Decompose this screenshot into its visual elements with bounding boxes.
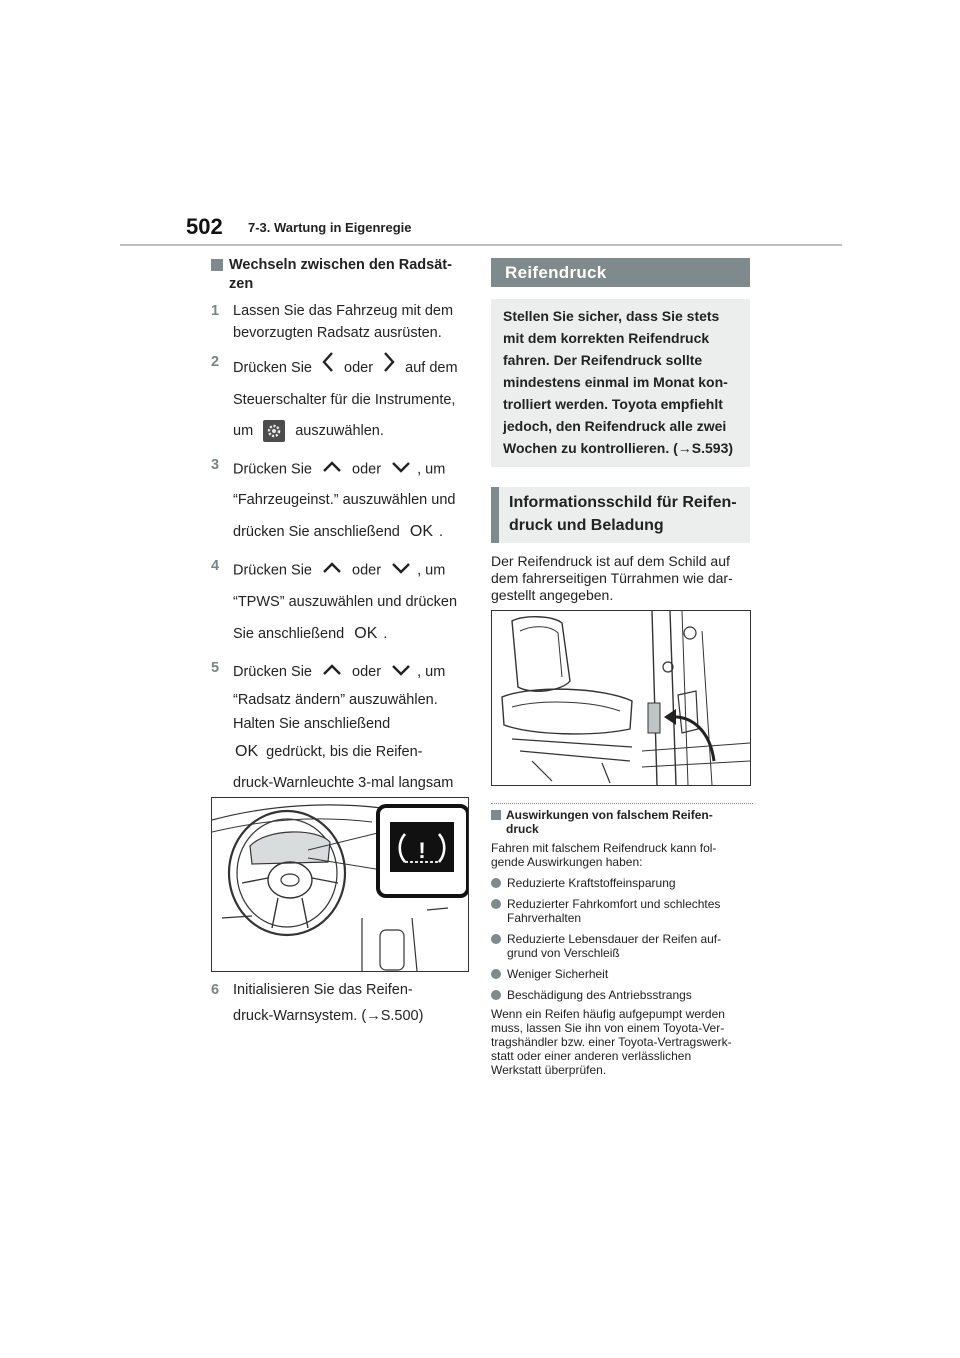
bullet-dot-icon (491, 934, 501, 944)
paragraph-line: gestellt angegeben. (491, 587, 614, 603)
paragraph-line: statt oder einer anderen verlässlichen (491, 1049, 692, 1063)
step-text (233, 555, 473, 649)
step-text-part: drücken Sie anschließend (233, 524, 400, 541)
page-number: 502 (186, 214, 223, 239)
ok-button-icon: OK (354, 624, 378, 642)
note-line: mindestens einmal im Monat kon- (503, 374, 728, 390)
note-line: mit dem korrekten Reifendruck (503, 330, 710, 346)
step-text-part: . (439, 524, 444, 541)
heading-line: Auswirkungen von falschem Reifen- (506, 808, 713, 822)
list-item-text: grund von Verschleiß (507, 946, 620, 960)
step-4 (211, 555, 473, 649)
paragraph-line: Wenn ein Reifen häufig aufgepumpt werden (491, 1007, 725, 1021)
step-3 (211, 454, 473, 548)
list-item-text: Reduzierter Fahrkomfort und schlechtes (507, 897, 721, 911)
arrow-right-icon: → (677, 440, 692, 456)
note-text: Wochen zu kontrollieren. ( (503, 440, 678, 456)
bullet-dot-icon (491, 878, 501, 888)
step-2 (211, 351, 473, 447)
step-text-part: “Fahrzeugeinst.” auszuwählen und (233, 492, 456, 509)
header-divider (120, 244, 842, 246)
step-number: 4 (211, 558, 220, 575)
step-text (233, 977, 473, 1029)
step-number: 6 (211, 982, 220, 998)
chevron-down-icon (391, 454, 411, 485)
tire-label-sticker (648, 703, 660, 733)
description-paragraph (491, 553, 750, 604)
chevron-up-icon (322, 657, 342, 688)
chevron-left-icon (322, 351, 334, 385)
page-reference-link[interactable]: S.593) (691, 440, 734, 456)
list-item-text: Reduzierte Kraftstoffeinsparung (507, 876, 676, 890)
steering-wheel-illustration (211, 797, 469, 972)
step-text (233, 351, 473, 447)
list-item-text: Fahrverhalten (507, 911, 582, 925)
paragraph-line: gende Auswirkungen haben: (491, 855, 643, 869)
chevron-up-icon (322, 454, 342, 485)
step-number: 1 (211, 303, 220, 319)
list-item (491, 876, 753, 890)
list-item (491, 897, 753, 925)
section-title: 7-3. Wartung in Eigenregie (248, 220, 412, 235)
step-text-part: Halten Sie anschließend (233, 715, 391, 732)
step-number: 2 (211, 354, 220, 370)
step-text-part: Drücken Sie (233, 359, 312, 376)
bullet-dot-icon (491, 969, 501, 979)
step-text-part: . (383, 625, 388, 642)
note-line (503, 437, 738, 459)
paragraph-line: dem fahrerseitigen Türrahmen wie dar- (491, 570, 733, 586)
step-text: Lassen Sie das Fahrzeug mit dem bevorzugten Radsatz ausrüsten. (233, 303, 454, 341)
note-line: trolliert werden. Toyota empfiehlt (503, 396, 723, 412)
effects-heading (491, 808, 753, 836)
subsection-heading (211, 256, 473, 294)
step-text-part: , um (417, 461, 446, 478)
step-1 (211, 300, 473, 344)
chevron-down-icon (391, 657, 411, 688)
step-text (233, 454, 473, 548)
step-6 (211, 977, 473, 1036)
note-line: Stellen Sie sicher, dass Sie stets (503, 308, 720, 324)
note-box (491, 299, 750, 467)
section-heading-label-plate (491, 487, 750, 543)
chevron-up-icon (322, 555, 342, 586)
paragraph-line: tragshändler bzw. einer Toyota-Vertragswerk- (491, 1035, 732, 1049)
section-divider (491, 803, 753, 804)
note-line: jedoch, den Reifendruck alle zwei (503, 418, 727, 434)
heading-line: druck (506, 822, 539, 836)
step-text-part: “Radsatz ändern” auszuwählen. (233, 691, 438, 708)
list-item-text: Beschädigung des Antriebsstrangs (507, 988, 692, 1002)
step-number: 3 (211, 457, 220, 473)
step-text-part: Drücken Sie (233, 461, 312, 478)
step-text-part: um (233, 423, 254, 439)
ok-button-icon: OK (409, 523, 434, 541)
square-bullet-icon (211, 259, 223, 271)
heading-line: druck und Beladung (509, 517, 664, 534)
step-text-part: “TPWS” auszuwählen und drücken (233, 593, 458, 610)
bullet-dot-icon (491, 899, 501, 909)
list-item-text: Reduzierte Lebensdauer der Reifen auf- (507, 932, 722, 946)
right-column (491, 258, 750, 604)
gear-icon (263, 420, 285, 442)
heading-line: Informationsschild für Reifen- (509, 494, 737, 511)
step-text-part: , um (417, 663, 446, 680)
paragraph-line: Werkstatt überprüfen. (491, 1063, 607, 1077)
square-bullet-icon (491, 810, 501, 820)
step-text-part: auszuwählen. (295, 423, 384, 439)
step-text-part: druck-Warnsystem. ( (233, 1008, 367, 1024)
list-item-text: Weniger Sicherheit (507, 967, 609, 981)
step-text-part: oder (352, 663, 382, 680)
effects-section (491, 803, 753, 1077)
subsection-heading-text: Wechseln zwischen den Radsät-zen (229, 257, 452, 292)
step-text-part: Initialisieren Sie das Reifen- (233, 982, 413, 998)
step-text-part: auf dem Steuerschalter für die Instrumente, (233, 359, 458, 408)
step-text-part: Sie anschließend (233, 625, 345, 642)
step-text-part: oder (352, 461, 382, 478)
closing-paragraph (491, 1007, 753, 1077)
step-text-part: oder (344, 359, 374, 376)
section-heading-reifendruck: Reifendruck (491, 258, 750, 287)
step-text-part: oder (352, 562, 382, 579)
chevron-right-icon (383, 351, 395, 385)
page-reference-link[interactable]: S.500) (380, 1008, 424, 1024)
step-text-part: Drücken Sie (233, 663, 312, 680)
step-text-part: , um (417, 562, 446, 579)
left-column (211, 256, 473, 837)
effects-intro (491, 841, 753, 869)
step-text-part: Drücken Sie (233, 562, 312, 579)
step-text-part: druck-Warnleuchte 3-mal langsam (233, 774, 454, 791)
ok-button-icon: OK (235, 742, 259, 760)
list-item (491, 967, 753, 981)
list-item (491, 988, 753, 1002)
tire-pressure-warning-icon: ! (418, 838, 426, 863)
paragraph-line: muss, lassen Sie ihn von einem Toyota-Ver- (491, 1021, 725, 1035)
door-frame-illustration (491, 610, 751, 786)
bullet-dot-icon (491, 990, 501, 1000)
arrow-right-icon: → (366, 1008, 381, 1024)
list-item (491, 932, 753, 960)
paragraph-line: Fahren mit falschem Reifendruck kann fol- (491, 841, 717, 855)
chevron-down-icon (391, 555, 411, 586)
paragraph-line: Der Reifendruck ist auf dem Schild auf (491, 553, 730, 569)
step-number: 5 (211, 659, 220, 676)
step-text-part: gedrückt, bis die Reifen- (266, 743, 423, 760)
note-line: fahren. Der Reifendruck sollte (503, 352, 703, 368)
